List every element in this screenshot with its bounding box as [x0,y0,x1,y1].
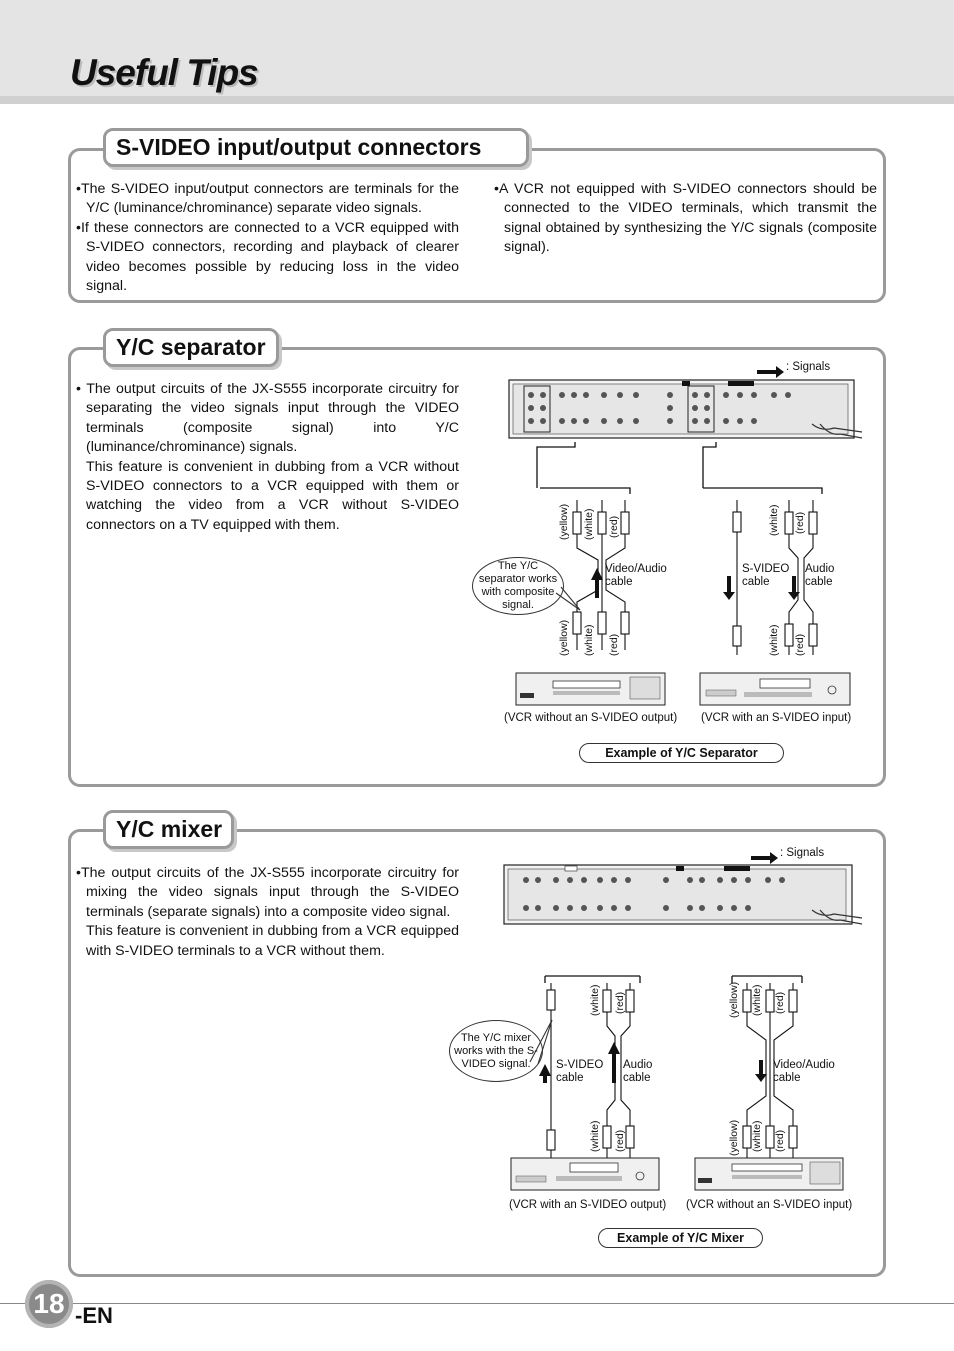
yc-mixer-callout: The Y/C mixer works with the S-VIDEO signal. [449,1020,543,1082]
video-audio-cable-label: Video/Audio cable [605,563,667,588]
red-label: (red) [794,511,806,534]
separator-para-2: This feature is convenient in dubbing from a VCR without S-VIDEO connectors to a VCR equipped with them or watching the video from a VCR without S-VIDEO connectors on a TV equipped with them. [86,458,459,533]
separator-para-1: The output circuits of the JX-S555 incorporate circuitry for separating the video signals input through the VIDEO terminals (composite signal) into Y/C (luminance/chrominance) signals. [86,381,459,456]
footer-rule [0,1303,954,1304]
yellow-label: (yellow) [728,981,740,1018]
white-label: (white) [583,624,595,656]
vcr-without-svideo-input [695,1158,843,1190]
svideo-cable-label: S-VIDEO cable [556,1059,604,1084]
red-label: (red) [608,633,620,656]
receiver-rear-panel [504,865,862,924]
white-label: (white) [583,508,595,540]
signals-legend: : Signals [786,361,831,373]
vcr-right-label: (VCR without an S-VIDEO input) [686,1199,853,1211]
mixer-caption: Example of Y/C Mixer [598,1228,763,1248]
svideo-bullet-2: If these connectors are connected to a VCR equipped with S-VIDEO connectors, recording and playback of clearer video becomes possible by reducing loss in the video signal. [80,219,459,295]
page-number: 18 [25,1280,73,1328]
vcr-left-label: (VCR with an S-VIDEO output) [509,1199,667,1211]
red-label: (red) [774,1129,786,1152]
separator-section-title: Y/C separator [103,328,279,367]
svideo-cable-label: S-VIDEO cable [742,563,790,588]
red-label: (red) [608,515,620,538]
white-label: (white) [768,504,780,536]
red-label: (red) [794,633,806,656]
page-title: Useful Tips [70,52,258,93]
signals-arrow-icon [751,852,778,864]
bullet-item: •A VCR not equipped with S-VIDEO connectors should be connected to the VIDEO terminals, which transmit the signal obtained by synthesizing the Y/C signals (composite signal). [494,181,877,256]
white-label: (white) [589,984,601,1016]
yellow-label: (yellow) [728,1119,740,1156]
bullet-item: •The S-VIDEO input/output connectors are terminals for the Y/C (luminance/chrominance) separate video signals. [76,181,459,217]
white-label: (white) [589,1120,601,1152]
red-label: (red) [774,991,786,1014]
white-label: (white) [751,984,763,1016]
bullet-item: •The output circuits of the JX-S555 incorporate circuitry for mixing the video signals input through the S-VIDEO terminals (separate signals) into a composite video signal. [76,865,459,920]
red-label: (red) [614,1129,626,1152]
signals-legend: : Signals [780,847,825,859]
svideo-bullet-1: The S-VIDEO input/output connectors are terminals for the Y/C (luminance/chrominance) separate video signals. [80,181,459,217]
mixer-section-title: Y/C mixer [103,810,234,849]
vcr-with-svideo-output [511,1158,659,1190]
svideo-bullet-3: A VCR not equipped with S-VIDEO connectors should be connected to the VIDEO terminals, which transmit the signal obtained by synthesizing the Y/C signals (composite signal). [498,181,877,256]
vcr-right-label: (VCR with an S-VIDEO input) [701,712,852,724]
bullet-item: •If these connectors are connected to a VCR equipped with S-VIDEO connectors, recording and playback of clearer video becomes possible by reducing loss in the video signal. [76,219,459,295]
white-label: (white) [751,1120,763,1152]
separator-caption: Example of Y/C Separator [579,743,784,763]
white-label: (white) [768,624,780,656]
svideo-section-title: S-VIDEO input/output connectors [103,128,529,167]
red-label: (red) [614,991,626,1014]
yc-separator-callout: The Y/C separator works with composite signal. [472,557,564,615]
bullet-item: • The output circuits of the JX-S555 incorporate circuitry for separating the video signals input through the VIDEO terminals (composite signal) into Y/C (luminance/chrominance) signals. [76,381,459,456]
yellow-label: (yellow) [558,503,570,540]
page-language-suffix: -EN [75,1303,113,1328]
audio-cable-label: Audio cable [805,563,835,588]
mixer-para-1: The output circuits of the JX-S555 incorporate circuitry for mixing the video signals input through the S-VIDEO terminals (separate signals) into a composite video signal. [80,865,459,920]
audio-cable-label: Audio cable [623,1059,653,1084]
vcr-left-label: (VCR without an S-VIDEO output) [504,712,678,724]
video-audio-cable-label: Video/Audio cable [773,1059,835,1084]
yellow-label: (yellow) [558,619,570,656]
mixer-para-2: This feature is convenient in dubbing from a VCR equipped with S-VIDEO terminals to a VCR without them. [86,923,459,959]
